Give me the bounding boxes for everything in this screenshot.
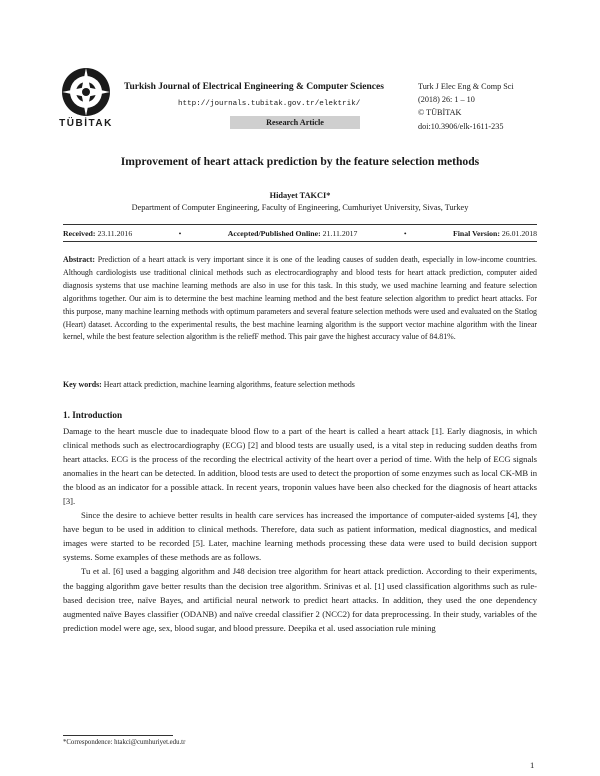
doi-line[interactable]: doi:10.3906/elk-1611-235 — [418, 121, 504, 131]
paragraph: Tu et al. [6] used a bagging algorithm and J48 decision tree algorithm for heart attack prediction. According to their experiments, the bagging algorithm gave better results than the decision tree algorithm. Srinivas et al. [1] used classification algorithms such as rule-based decision tree, naïve Bayes, and artificial neural network to predict heart attacks. In addition, they used the one dependency augmented naïve Bayes classifier (ODANB) and naïve creedal classifier 2 (NCC2) for data preprocessing. In their study, variables of the prediction model were age, sex, blood sugar, and blood pressure. Deepika et al. used association rule mining — [63, 566, 537, 633]
received-date: Received: 23.11.2016 — [63, 229, 133, 238]
bullet-separator: • — [178, 229, 182, 238]
section-heading: 1. Introduction — [63, 410, 123, 420]
accepted-date: Accepted/Published Online: 21.11.2017 — [227, 229, 358, 238]
article-type-badge: Research Article — [230, 116, 360, 129]
logo-wordmark: TÜBİTAK — [59, 118, 113, 129]
volume-line: (2018) 26: 1 – 10 — [418, 95, 475, 105]
abstract-text: Prediction of a heart attack is very important since it is one of the leading causes of sudden death, especially in low-income countries. Although cardiologists use traditional clinical methods such as electrocardiography and blood tests for heart attack prediction, computer aided diagnosis systems that use machine learning methods are also in use for this task. In this study, we used machine learning and feature selection algorithms together. Our aim is to determine the best machine learning method and the best feature selection algorithm to predict heart attacks. For this purpose, many machine learning methods with optimum parameters and several feature selection methods were used and evaluated on the Statlog (Heart) dataset. According to the experimental results, the best machine learning algorithm is the support vector machine algorithm with the linear kernel, while the best feature selection algorithm is the reliefF method. This pair gave the highest accuracy value of 84.81%. — [63, 255, 537, 342]
bullet-separator: • — [403, 229, 407, 238]
journal-url[interactable]: http://journals.tubitak.gov.tr/elektrik/ — [178, 100, 361, 108]
dates-row — [63, 229, 537, 238]
keywords — [63, 380, 537, 389]
paragraph: Damage to the heart muscle due to inadequate blood flow to a part of the heart is called a heart attack [1]. Early diagnosis, in which clinical methods such as electrocardiography (ECG) [2] and blood tests are usually used, is a vital step in reducing sudden deaths from heart attacks. ECG is the process of the recording the electrical activity of the heart over a period of time. With the help of ECG signals anomalies in the heart can be detected. In addition, blood tests are used to detect the proportion of some enzymes such as local CK-MB in the blood as an indicator for a possible attack. In recent years, troponin values have been also checked for the diagnosis of heart attacks [3]. — [63, 426, 537, 507]
tubitak-logo — [58, 66, 114, 118]
body-text — [63, 424, 537, 635]
abstract-label: Abstract: — [63, 255, 95, 264]
keywords-text: Heart attack prediction, machine learning algorithms, feature selection methods — [103, 380, 355, 389]
abstract — [63, 254, 537, 344]
correspondence-footnote: *Correspondence: htakci@cumhuriyet.edu.tr — [63, 739, 186, 746]
page-number: 1 — [530, 760, 535, 770]
final-version-date: Final Version: 26.01.2018 — [452, 229, 537, 238]
copyright-line: © TÜBİTAK — [418, 108, 462, 118]
footnote-divider — [63, 735, 173, 736]
journal-title: Turkish Journal of Electrical Engineering & Computer Sciences — [124, 82, 384, 92]
author-affiliation: Department of Computer Engineering, Faculty of Engineering, Cumhuriyet University, Sivas, Turkey — [131, 203, 469, 212]
paragraph: Since the desire to achieve better results in health care services has increased the importance of computer-aided systems [4], they have begun to be used in addition to clinical methods. Therefore, data such as patient information, medical diagnostics, and medical images were started to be recorded [5]. Later, machine learning methods processing these data were used to build decision support systems. Some examples of these methods are as follows. — [63, 510, 537, 563]
paper-title: Improvement of heart attack prediction by the feature selection methods — [120, 155, 480, 168]
top-divider — [63, 224, 537, 225]
keywords-label: Key words: — [63, 380, 102, 389]
citation-line: Turk J Elec Eng & Comp Sci — [418, 82, 514, 91]
author-name: Hidayet TAKCI* — [269, 191, 331, 200]
bottom-divider — [63, 241, 537, 242]
tubitak-emblem-icon — [58, 66, 114, 118]
publication-info — [418, 80, 514, 133]
